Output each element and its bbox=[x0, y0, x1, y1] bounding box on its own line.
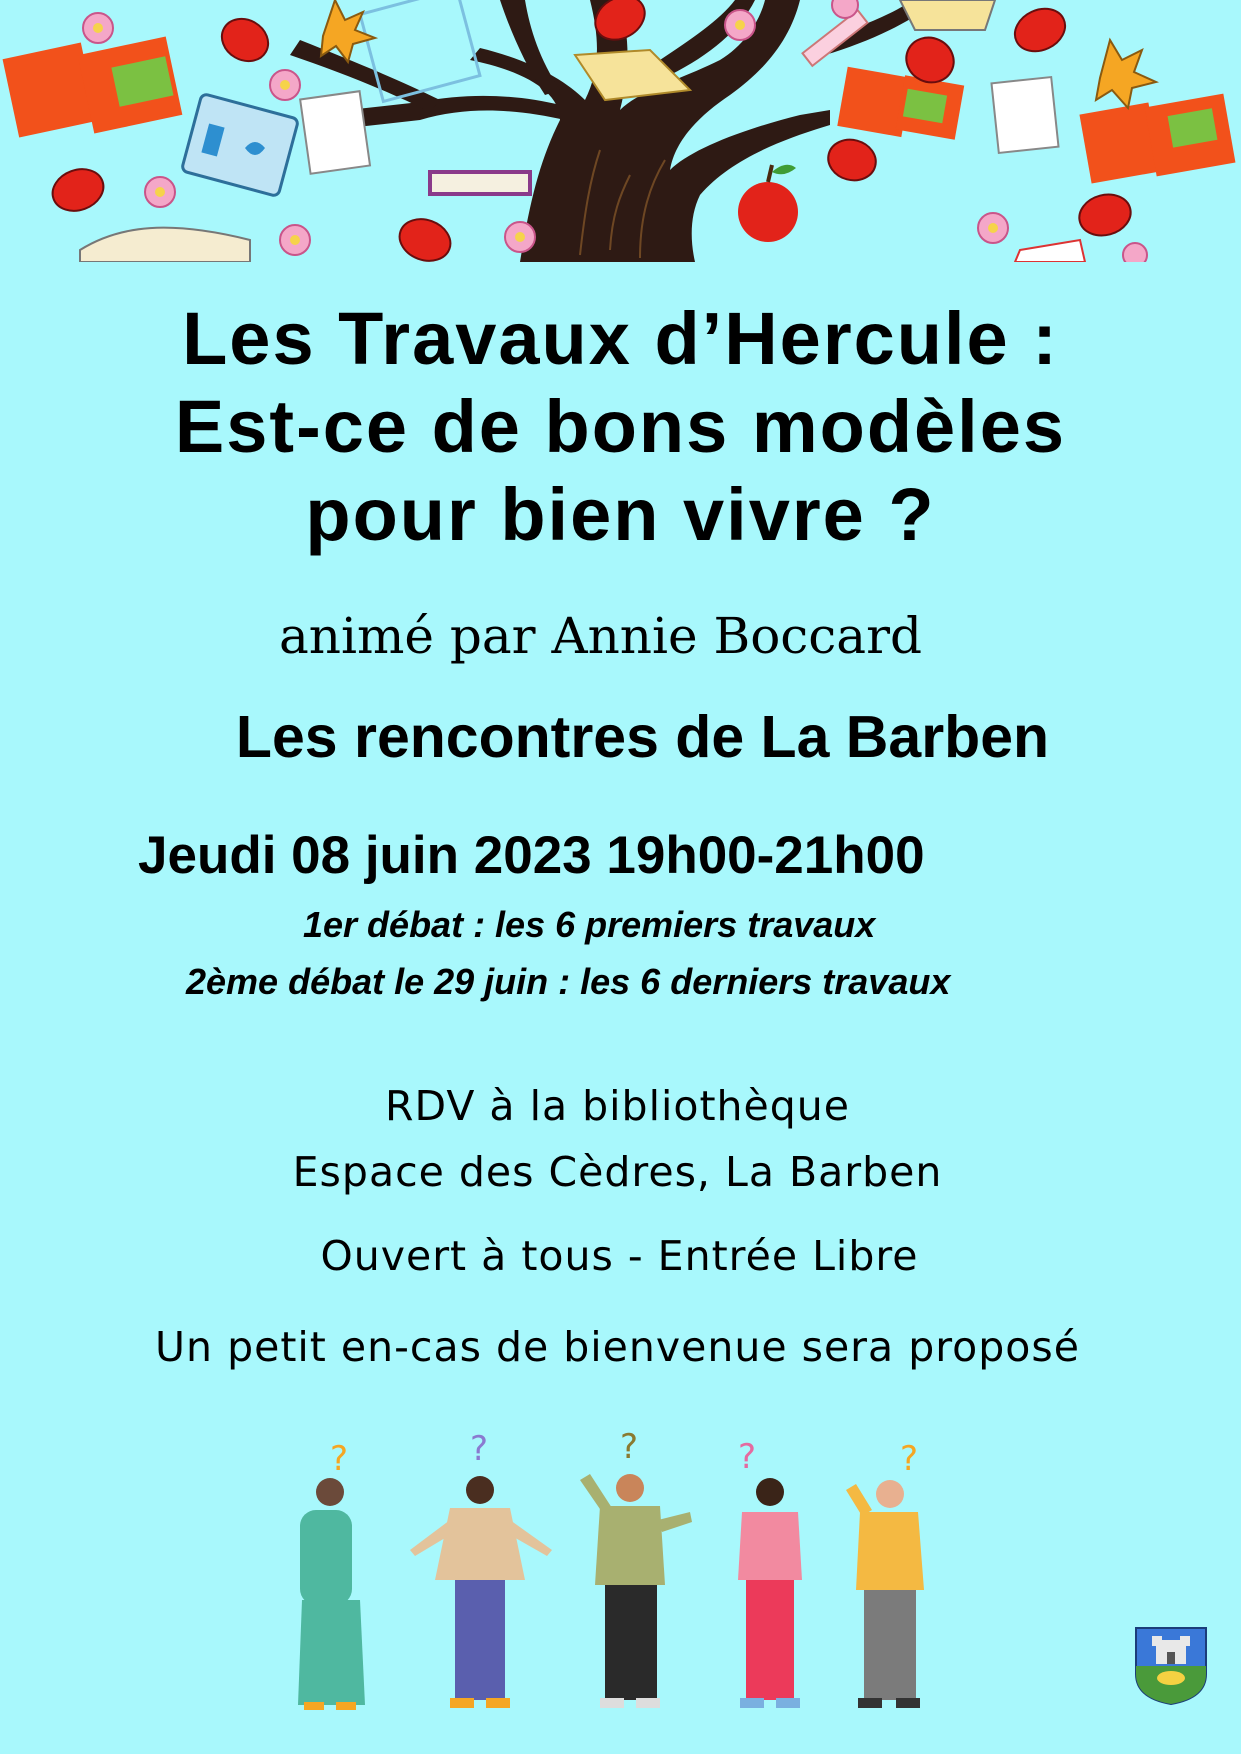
person-beige-icon bbox=[410, 1430, 552, 1708]
host-line: animé par Annie Boccard bbox=[278, 607, 923, 665]
person-teal-icon bbox=[298, 1439, 365, 1710]
svg-text:?: ? bbox=[900, 1439, 919, 1479]
snack-info: Un petit en-cas de bienvenue sera proposé bbox=[155, 1323, 1080, 1371]
title-line-3: pour bien vivre ? bbox=[305, 473, 936, 556]
la-barben-crest bbox=[1134, 1626, 1208, 1706]
event-date-time: Jeudi 08 juin 2023 19h00-21h00 bbox=[138, 826, 925, 885]
person-olive-icon bbox=[580, 1430, 692, 1708]
title-line-2: Est-ce de bons modèles bbox=[174, 385, 1067, 468]
debate-1: 1er débat : les 6 premiers travaux bbox=[303, 904, 876, 945]
questioning-people bbox=[290, 1430, 950, 1720]
tree-books-banner bbox=[0, 0, 1241, 262]
venue-line-2: Espace des Cèdres, La Barben bbox=[292, 1148, 943, 1196]
series-name: Les rencontres de La Barben bbox=[235, 704, 1050, 770]
tree-illustration-icon bbox=[0, 0, 1241, 262]
debate-2: 2ème débat le 29 juin : les 6 derniers travaux bbox=[186, 961, 951, 1002]
event-title bbox=[0, 295, 1241, 559]
title-line-1: Les Travaux d’Hercule : bbox=[182, 297, 1059, 380]
svg-text:?: ? bbox=[620, 1430, 639, 1467]
venue-line-1: RDV à la bibliothèque bbox=[385, 1082, 850, 1130]
coat-of-arms-icon bbox=[1134, 1626, 1208, 1706]
person-yellow-icon bbox=[846, 1439, 924, 1708]
person-pink-icon bbox=[738, 1437, 802, 1708]
svg-text:?: ? bbox=[470, 1430, 489, 1469]
svg-text:?: ? bbox=[738, 1437, 757, 1477]
access-info: Ouvert à tous - Entrée Libre bbox=[320, 1232, 919, 1280]
svg-text:?: ? bbox=[330, 1439, 349, 1479]
people-illustration-icon bbox=[290, 1430, 950, 1720]
